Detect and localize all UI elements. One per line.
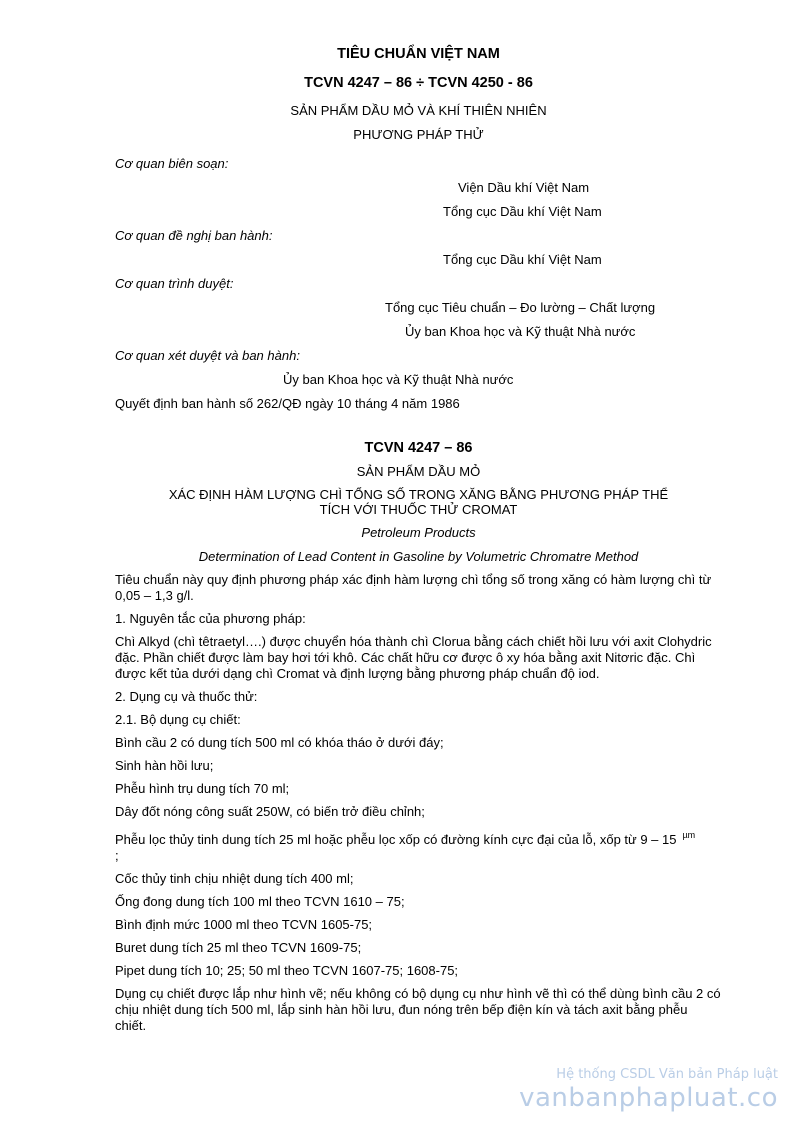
apparatus-item: Bình cầu 2 có dung tích 500 ml có khóa tháo ở dưới đáy; <box>115 735 444 750</box>
approve-label: Cơ quan xét duyệt và ban hành: <box>115 348 300 363</box>
propose-agency: Tổng cục Dầu khí Việt Nam <box>443 252 602 267</box>
apparatus-item: Dây đốt nóng công suất 250W, có biến trở điều chỉnh; <box>115 804 425 819</box>
apparatus-item: Sinh hàn hồi lưu; <box>115 758 214 773</box>
compile-agency-2: Tổng cục Dầu khí Việt Nam <box>443 204 602 219</box>
doc-code: TCVN 4247 – 86 ÷ TCVN 4250 - 86 <box>304 75 533 91</box>
filter-text: Phễu lọc thủy tinh dung tích 25 ml hoặc phễu lọc xốp có đường kính cực đại của lỗ, xốp từ 9 – 15 <box>115 832 677 847</box>
compile-label: Cơ quan biên soạn: <box>115 156 229 171</box>
standard-product-en: Petroleum Products <box>361 525 476 540</box>
propose-label: Cơ quan đề nghị ban hành: <box>115 228 273 243</box>
scope-paragraph: Tiêu chuẩn này quy định phương pháp xác định hàm lượng chì tổng số trong xăng có hàm lượng chì từ 0,05 – 1,3 g/l. <box>115 572 712 603</box>
doc-subtitle: SẢN PHẨM DẦU MỎ VÀ KHÍ THIÊN NHIÊN <box>290 103 547 118</box>
apparatus-item-filter <box>115 827 722 864</box>
principle-paragraph: Chì Alkyd (chì têtraetyl….) được chuyển hóa thành chì Clorua bằng cách chiết hồi lưu với axit Clohydric đặc. Phần chiết được làm bay hơi tới khô. Các chất hữu cơ được ô xy hóa bằng axit Nitơric đặc. Chì được kết tủa dưới dạng chì Cromat và định lượng bằng phương pháp chuẩn độ iod. <box>115 634 712 681</box>
subsection-heading-extraction: 2.1. Bộ dụng cụ chiết: <box>115 712 241 727</box>
apparatus-item: Bình định mức 1000 ml theo TCVN 1605-75; <box>115 917 373 932</box>
micron-unit: µm <box>682 830 696 840</box>
watermark-line1: Hệ thống CSDL Văn bản Pháp luật <box>556 1067 778 1082</box>
apparatus-item: Buret dung tích 25 ml theo TCVN 1609-75; <box>115 940 362 955</box>
assembly-paragraph: Dụng cụ chiết được lắp như hình vẽ; nếu không có bộ dụng cụ như hình vẽ thì có thể dùng bình cầu 2 có chịu nhiệt dung tích 500 ml, lắp sinh hàn hồi lưu, đun nóng trên bếp điện kín và tách axit bằng phễu chiết. <box>115 986 721 1033</box>
standard-product: SẢN PHẨM DẦU MỎ <box>356 464 481 479</box>
apparatus-item: Cốc thủy tinh chịu nhiệt dung tích 400 ml; <box>115 871 354 886</box>
document-page <box>115 44 722 1041</box>
apparatus-item: Ống đong dung tích 100 ml theo TCVN 1610 – 75; <box>115 894 405 909</box>
section-heading-principle: 1. Nguyên tắc của phương pháp: <box>115 611 306 626</box>
submit-agency-1: Tổng cục Tiêu chuẩn – Đo lường – Chất lượng <box>385 300 656 315</box>
decision-line: Quyết định ban hành số 262/QĐ ngày 10 tháng 4 năm 1986 <box>115 396 460 411</box>
submit-label: Cơ quan trình duyệt: <box>115 276 234 291</box>
standard-code: TCVN 4247 – 86 <box>364 440 473 456</box>
doc-subtitle-method: PHƯƠNG PHÁP THỬ <box>353 127 484 142</box>
filter-end: ; <box>115 848 119 863</box>
section-heading-apparatus: 2. Dụng cụ và thuốc thử: <box>115 689 258 704</box>
compile-agency-1: Viện Dầu khí Việt Nam <box>458 180 590 195</box>
approve-agency: Ủy ban Khoa học và Kỹ thuật Nhà nước <box>283 372 514 387</box>
doc-title: TIÊU CHUẨN VIỆT NAM <box>337 46 500 62</box>
watermark-line2: vanbanphapluat.co <box>519 1083 778 1113</box>
submit-agency-2: Ủy ban Khoa học và Kỹ thuật Nhà nước <box>405 324 636 339</box>
standard-method-en: Determination of Lead Content in Gasoline by Volumetric Chromatre Method <box>198 549 639 564</box>
watermark <box>519 1067 778 1113</box>
standard-method: XÁC ĐỊNH HÀM LƯỢNG CHÌ TỔNG SỐ TRONG XĂNG BẰNG PHƯƠNG PHÁP THỂ TÍCH VỚI THUỐC THỬ CROMAT <box>168 487 669 517</box>
apparatus-item: Phễu hình trụ dung tích 70 ml; <box>115 781 290 796</box>
apparatus-item: Pipet dung tích 10; 25; 50 ml theo TCVN 1607-75; 1608-75; <box>115 963 459 978</box>
